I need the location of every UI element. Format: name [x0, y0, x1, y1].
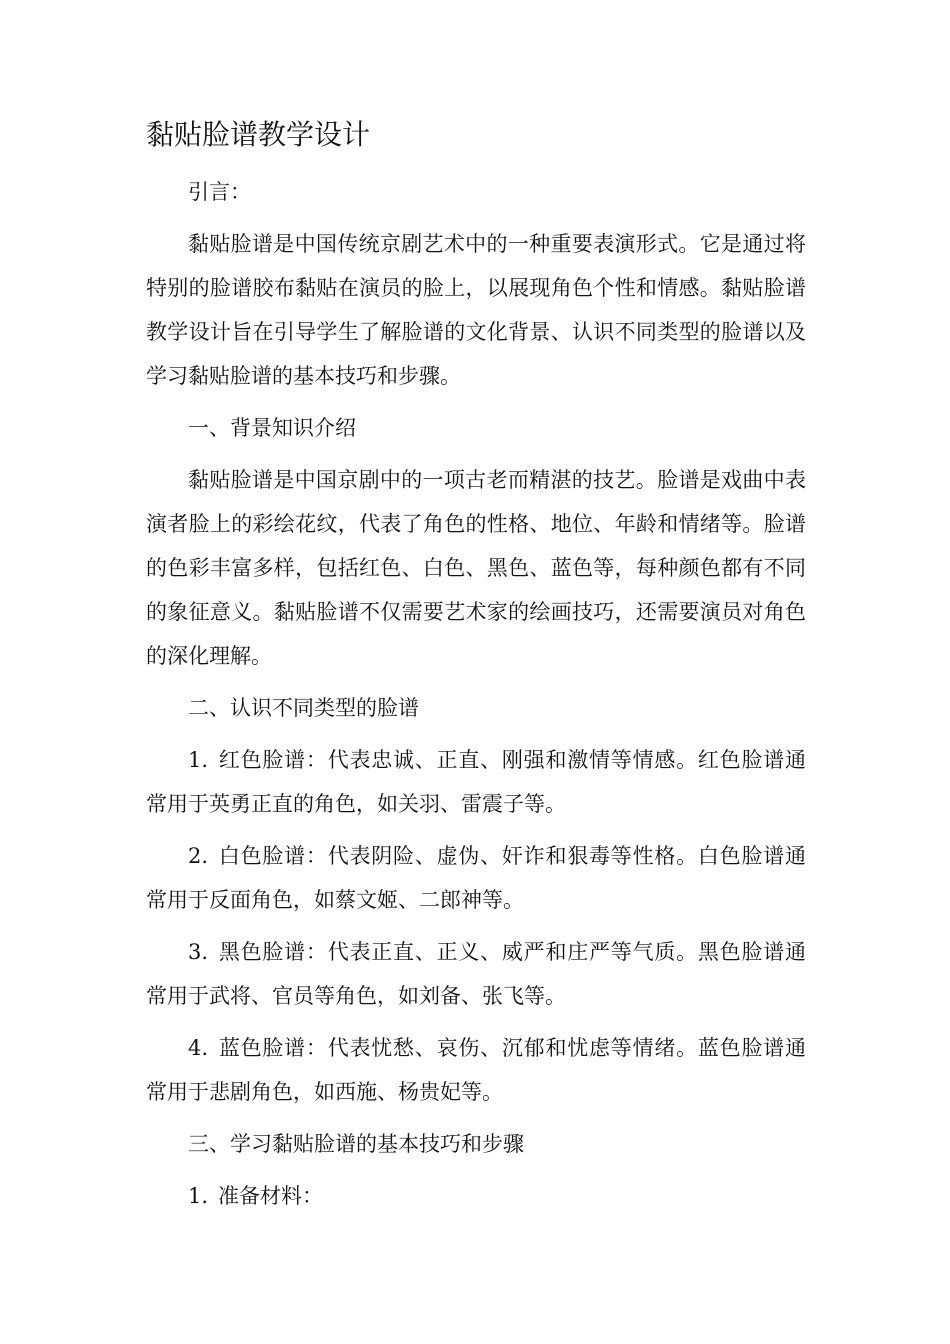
list-item-text: 准备材料： — [218, 1184, 324, 1208]
list-item-number: 1. — [188, 748, 209, 772]
list-item-number: 3. — [188, 940, 209, 964]
list-item-number: 4. — [188, 1036, 209, 1060]
document-title: 黏贴脸谱教学设计 — [146, 118, 371, 151]
section-3-heading: 三、学习黏贴脸谱的基本技巧和步骤 — [188, 1132, 524, 1156]
intro-paragraph: 黏贴脸谱是中国传统京剧艺术中的一种重要表演形式。它是通过将特别的脸谱胶布黏贴在演员的脸上，以展现角色个性和情感。黏贴脸谱教学设计旨在引导学生了解脸谱的文化背景、认识不同类型的脸谱以及学习黏贴脸谱的基本技巧和步骤。 — [146, 232, 806, 388]
document-body — [146, 170, 806, 1226]
intro-label: 引言： — [188, 180, 251, 204]
list-item — [146, 834, 806, 922]
section-1-paragraph: 黏贴脸谱是中国京剧中的一项古老而精湛的技艺。脸谱是戏曲中表演者脸上的彩绘花纹，代表了角色的性格、地位、年龄和情绪等。脸谱的色彩丰富多样，包括红色、白色、黑色、蓝色等，每种颜色都有不同的象征意义。黏贴脸谱不仅需要艺术家的绘画技巧，还需要演员对角色的深化理解。 — [146, 468, 806, 668]
list-item-text: 白色脸谱：代表阴险、虚伪、奸诈和狠毒等性格。白色脸谱通常用于反面角色，如蔡文姬、二郎神等。 — [146, 844, 806, 912]
list-item-text: 红色脸谱：代表忠诚、正直、刚强和激情等情感。红色脸谱通常用于英勇正直的角色，如关羽、雷震子等。 — [146, 748, 806, 816]
section-2-heading: 二、认识不同类型的脸谱 — [188, 696, 419, 720]
section-1-heading: 一、背景知识介绍 — [188, 416, 356, 440]
list-item-number: 2. — [188, 844, 209, 868]
list-item — [146, 1026, 806, 1114]
list-item — [146, 738, 806, 826]
list-item — [146, 930, 806, 1018]
list-item-number: 1. — [188, 1184, 209, 1208]
list-item-text: 黑色脸谱：代表正直、正义、威严和庄严等气质。黑色脸谱通常用于武将、官员等角色，如刘备、张飞等。 — [146, 940, 806, 1008]
list-item-text: 蓝色脸谱：代表忧愁、哀伤、沉郁和忧虑等情绪。蓝色脸谱通常用于悲剧角色，如西施、杨贵妃等。 — [146, 1036, 806, 1104]
list-item — [146, 1174, 806, 1218]
